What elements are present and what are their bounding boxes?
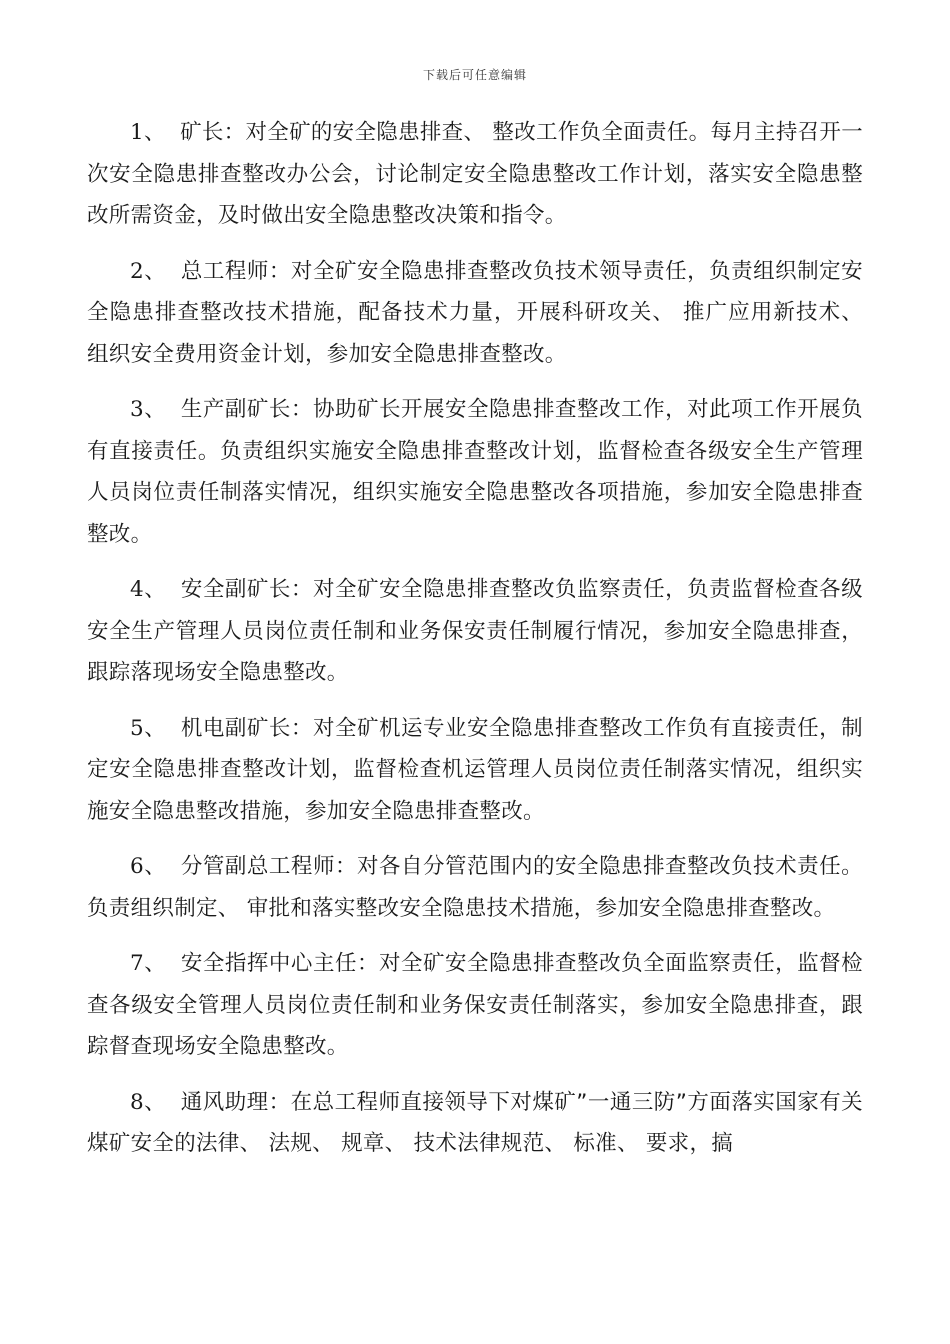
paragraph-1 [87,112,863,237]
paragraph-text: 总工程师：对全矿安全隐患排查整改负技术领导责任，负责组织制定安全隐患排查整改技术措施，配备技术力量，开展科研攻关、 推广应用新技术、 组织安全费用资金计划，参加安全隐患排查整改。 [87,258,863,367]
paragraph-4 [87,569,863,694]
paragraph-number: 6 [130,854,144,879]
paragraph-text: 安全指挥中心主任：对全矿安全隐患排查整改负全面监察责任，监督检查各级安全管理人员岗位责任制和业务保安责任制落实，参加安全隐患排查，跟踪督查现场安全隐患整改。 [87,951,863,1059]
paragraph-5 [87,708,863,833]
page-header: 下载后可任意编辑 [422,68,527,82]
paragraph-text: 通风助理：在总工程师直接领导下对煤矿”一通三防”方面落实国家有关煤矿安全的法律、 法规、 规章、 技术法律规范、 标准、 要求，搞 [87,1089,863,1156]
paragraph-number: 4 [130,577,144,602]
paragraph-separator: 、 [143,397,167,422]
paragraph-text: 矿长：对全矿的安全隐患排查、 整改工作负全面责任。每月主持召开一次安全隐患排查整改办公会，讨论制定安全隐患整改工作计划，落实安全隐患整改所需资金，及时做出安全隐患整改决策和指令。 [87,120,864,228]
paragraph-text: 生产副矿长：协助矿长开展安全隐患排查整改工作，对此项工作开展负有直接责任。负责组织实施安全隐患排查整改计划，监督检查各级安全生产管理人员岗位责任制落实情况，组织实施安全隐患整改各项措施，参加安全隐患排查整改。 [87,397,863,547]
paragraph-separator: 、 [143,577,167,602]
paragraph-number: 1 [130,120,144,145]
paragraph-3 [87,389,863,555]
paragraph-7 [87,943,863,1068]
paragraph-number: 2 [130,258,144,284]
paragraph-separator: 、 [143,951,167,976]
paragraph-separator: 、 [143,854,167,879]
paragraph-separator: 、 [143,715,167,741]
paragraph-text: 机电副矿长：对全矿机运专业安全隐患排查整改工作负有直接责任，制定安全隐患排查整改计划，监督检查机运管理人员岗位责任制落实情况，组织实施安全隐患整改措施，参加安全隐患排查整改。 [87,715,863,824]
paragraph-number: 5 [130,715,144,741]
paragraph-separator: 、 [143,258,167,284]
paragraph-number: 3 [130,397,144,422]
paragraph-separator: 、 [143,120,166,145]
paragraph-text: 安全副矿长：对全矿安全隐患排查整改负监察责任，负责监督检查各级安全生产管理人员岗位责任制和业务保安责任制履行情况，参加安全隐患排查，跟踪落现场安全隐患整改。 [87,577,863,685]
paragraph-2 [87,251,863,376]
paragraph-number: 8 [130,1089,144,1115]
paragraph-8 [87,1082,863,1165]
paragraph-text: 分管副总工程师：对各自分管范围内的安全隐患排查整改负技术责任。负责组织制定、 审批和落实整改安全隐患技术措施，参加安全隐患排查整改。 [87,854,863,921]
paragraph-separator: 、 [143,1089,167,1115]
document-body [87,112,863,1179]
paragraph-6 [87,846,863,929]
paragraph-number: 7 [130,951,144,976]
